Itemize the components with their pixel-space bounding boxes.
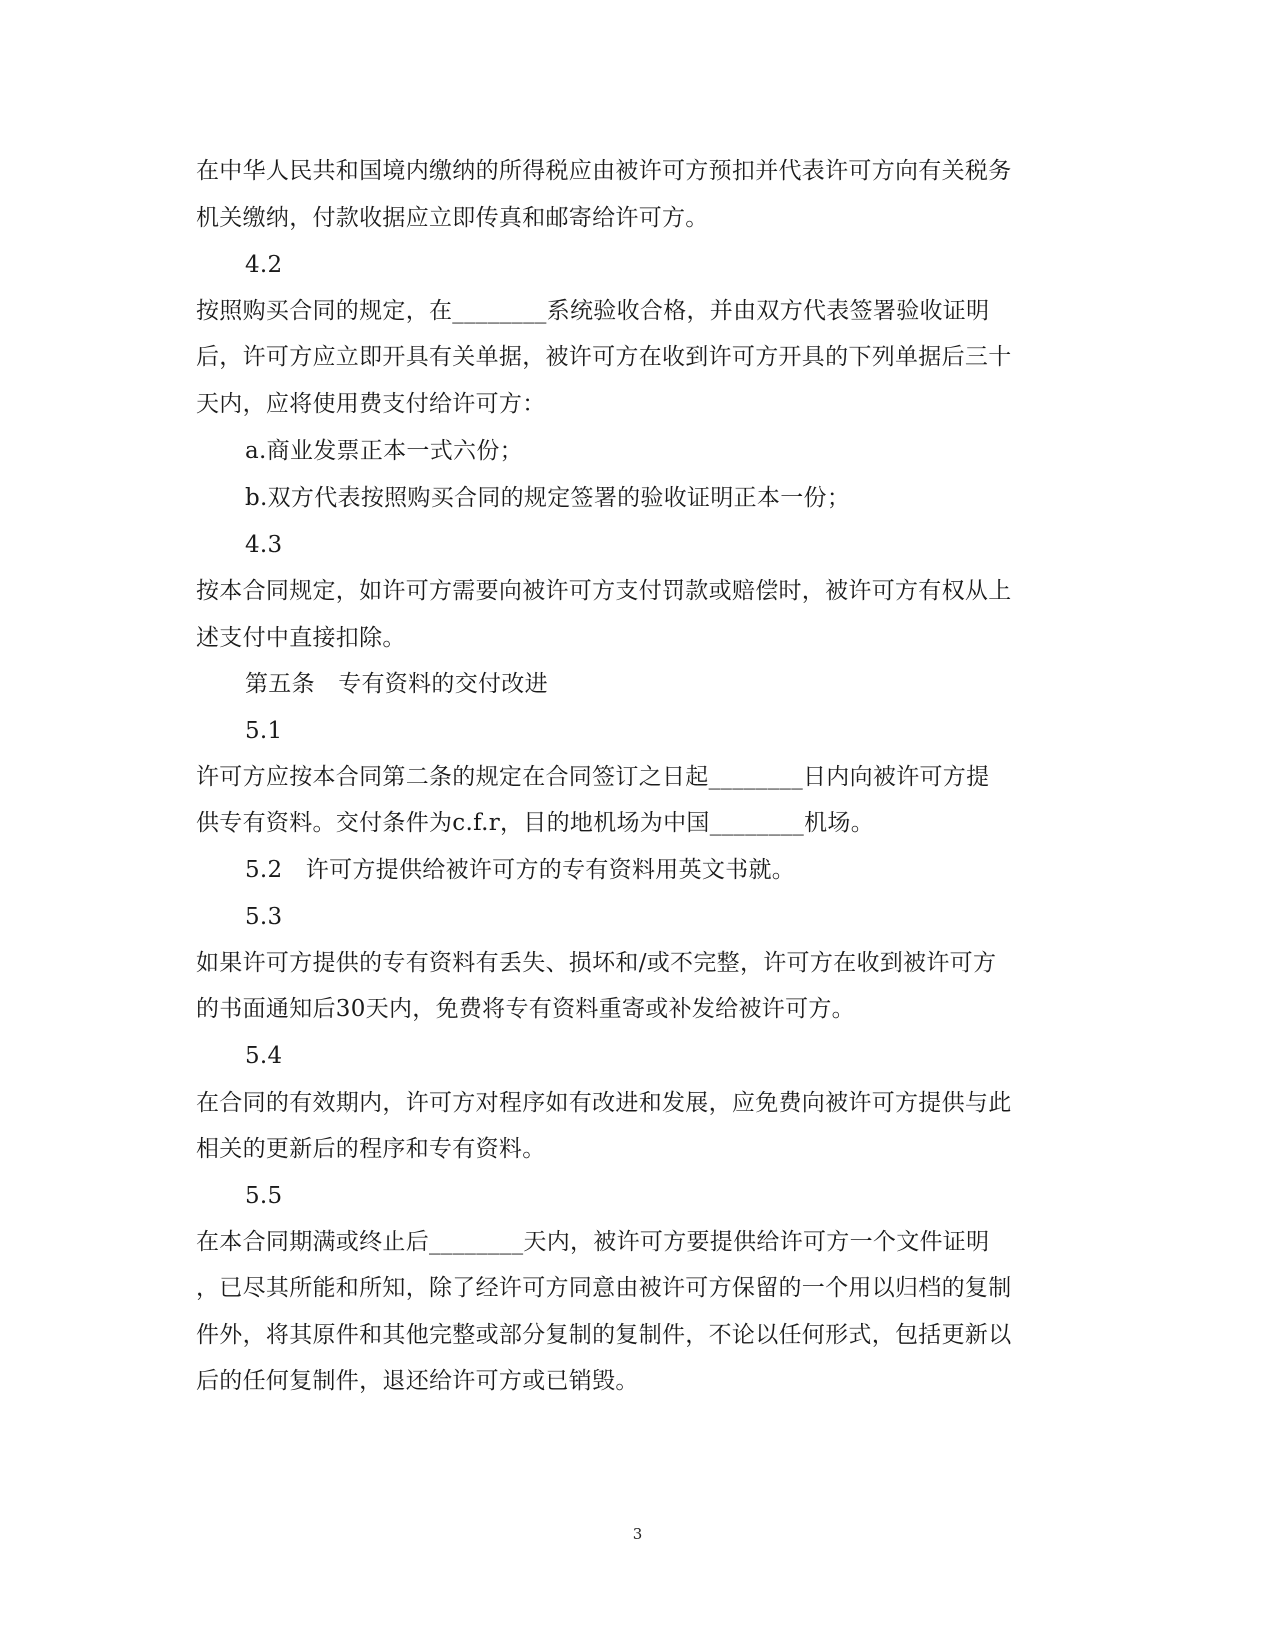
text-line: 5.2 许可方提供给被许可方的专有资料用英文书就。 (245, 857, 796, 883)
text-line: ，已尽其所能和所知，除了经许可方同意由被许可方保留的一个用以归档的复制 (196, 1275, 1012, 1301)
text-line: b.双方代表按照购买合同的规定签署的验收证明正本一份； (245, 485, 851, 511)
text-line: 第五条 专有资料的交付改进 (245, 671, 548, 697)
text-line: 5.1 (245, 718, 283, 744)
text-line: 如果许可方提供的专有资料有丢失、损坏和/或不完整，许可方在收到被许可方 (196, 950, 997, 976)
text-line: 述支付中直接扣除。 (196, 625, 406, 651)
text-line: 的书面通知后30天内，免费将专有资料重寄或补发给被许可方。 (196, 996, 855, 1022)
page-number: 3 (632, 1525, 643, 1543)
text-line: 天内，应将使用费支付给许可方： (196, 391, 546, 417)
text-line: 相关的更新后的程序和专有资料。 (196, 1136, 546, 1162)
text-line: 5.5 (245, 1183, 283, 1209)
text-line: 许可方应按本合同第二条的规定在合同签订之日起________日内向被许可方提 (196, 764, 990, 790)
text-line: 4.2 (245, 252, 283, 278)
text-line: 5.4 (245, 1043, 283, 1069)
text-line: 件外，将其原件和其他完整或部分复制的复制件，不论以任何形式，包括更新以 (196, 1322, 1012, 1348)
text-line: 在合同的有效期内，许可方对程序如有改进和发展，应免费向被许可方提供与此 (196, 1090, 1012, 1116)
text-line: a.商业发票正本一式六份； (245, 438, 523, 464)
text-line: 后，许可方应立即开具有关单据，被许可方在收到许可方开具的下列单据后三十 (196, 344, 1012, 370)
text-line: 在中华人民共和国境内缴纳的所得税应由被许可方预扣并代表许可方向有关税务 (196, 158, 1012, 184)
text-line: 按本合同规定，如许可方需要向被许可方支付罚款或赔偿时，被许可方有权从上 (196, 578, 1012, 604)
text-line: 在本合同期满或终止后________天内，被许可方要提供给许可方一个文件证明 (196, 1229, 990, 1255)
text-line: 供专有资料。交付条件为c.f.r，目的地机场为中国________机场。 (196, 810, 874, 836)
text-line: 机关缴纳，付款收据应立即传真和邮寄给许可方。 (196, 205, 709, 231)
text-line: 按照购买合同的规定，在________系统验收合格，并由双方代表签署验收证明 (196, 298, 990, 324)
text-line: 5.3 (245, 904, 283, 930)
text-line: 后的任何复制件，退还给许可方或已销毁。 (196, 1368, 639, 1394)
text-line: 4.3 (245, 532, 283, 558)
